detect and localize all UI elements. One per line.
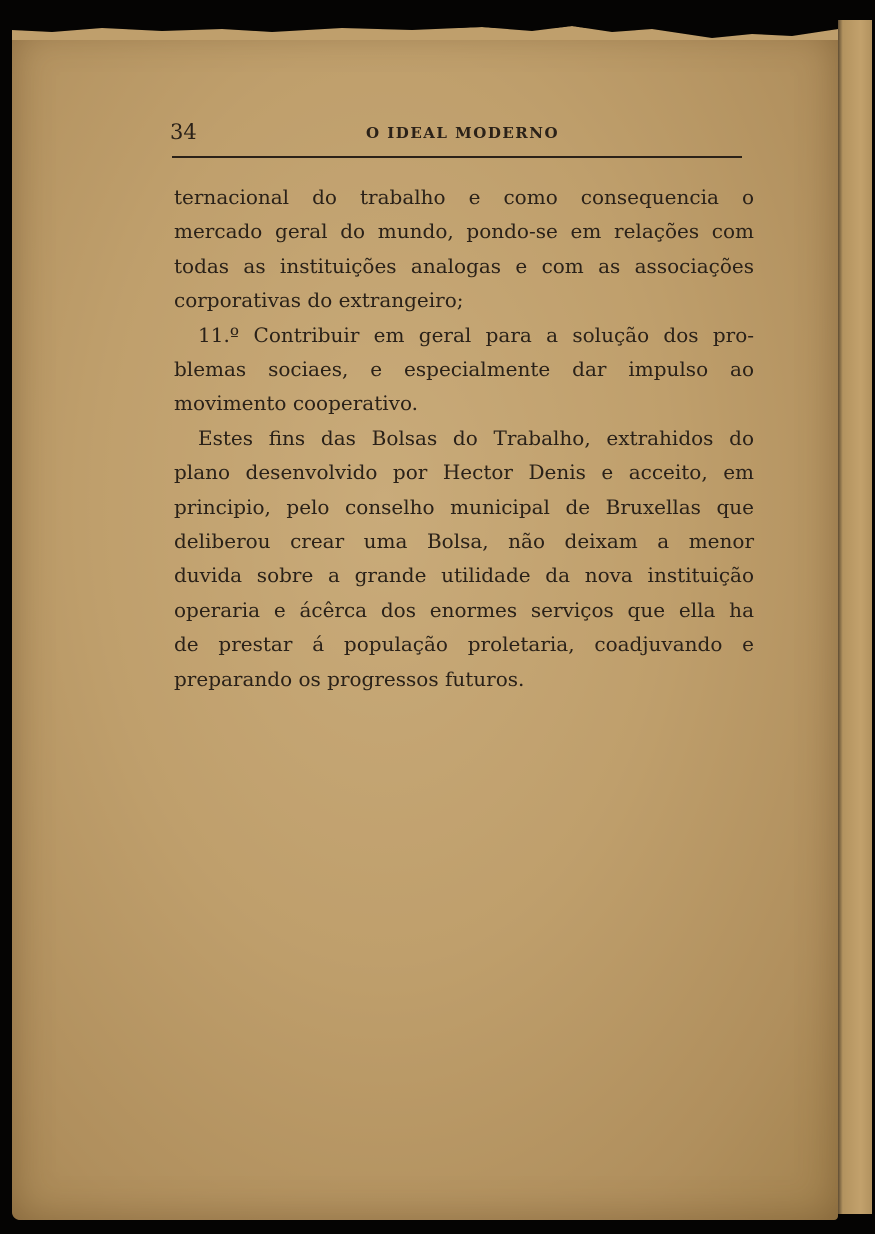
text-line: ternacional do trabalho e como consequencia o <box>174 185 754 209</box>
page-number: 34 <box>170 120 197 144</box>
text-line: duvida sobre a grande utilidade da nova instituição <box>174 563 754 588</box>
running-title: O IDEAL MODERNO <box>366 124 560 142</box>
body-text <box>174 180 754 696</box>
text-line: de prestar á população proletaria, coadjuvando e <box>174 632 754 657</box>
text-line: preparando os progressos futuros. <box>174 666 525 691</box>
text-line: corporativas do extrangeiro; <box>174 288 464 313</box>
paragraph <box>174 180 754 318</box>
page-header <box>170 120 742 150</box>
paragraph <box>174 318 754 421</box>
text-line: todas as instituições analogas e com as associações <box>174 253 754 278</box>
text-line: blemas sociaes, e especialmente dar impulso ao <box>174 357 754 382</box>
adjacent-page-edge <box>832 20 875 1214</box>
text-line: movimento cooperativo. <box>174 391 419 416</box>
text-line: deliberou crear uma Bolsa, não deixam a menor <box>174 529 754 554</box>
text-line: 11.º Contribuir em geral para a solução dos pro- <box>198 322 754 347</box>
paragraph <box>174 421 754 696</box>
text-line: mercado geral do mundo, pondo-se em relações com <box>174 219 754 244</box>
text-line: plano desenvolvido por Hector Denis e acceito, em <box>174 460 754 485</box>
torn-top-edge <box>12 20 838 40</box>
text-line: Estes fins das Bolsas do Trabalho, extrahidos do <box>198 425 754 450</box>
text-line: principio, pelo conselho municipal de Bruxellas que <box>174 494 754 519</box>
text-line: operaria e ácêrca dos enormes serviços que ella ha <box>174 597 754 622</box>
header-rule <box>172 156 742 158</box>
